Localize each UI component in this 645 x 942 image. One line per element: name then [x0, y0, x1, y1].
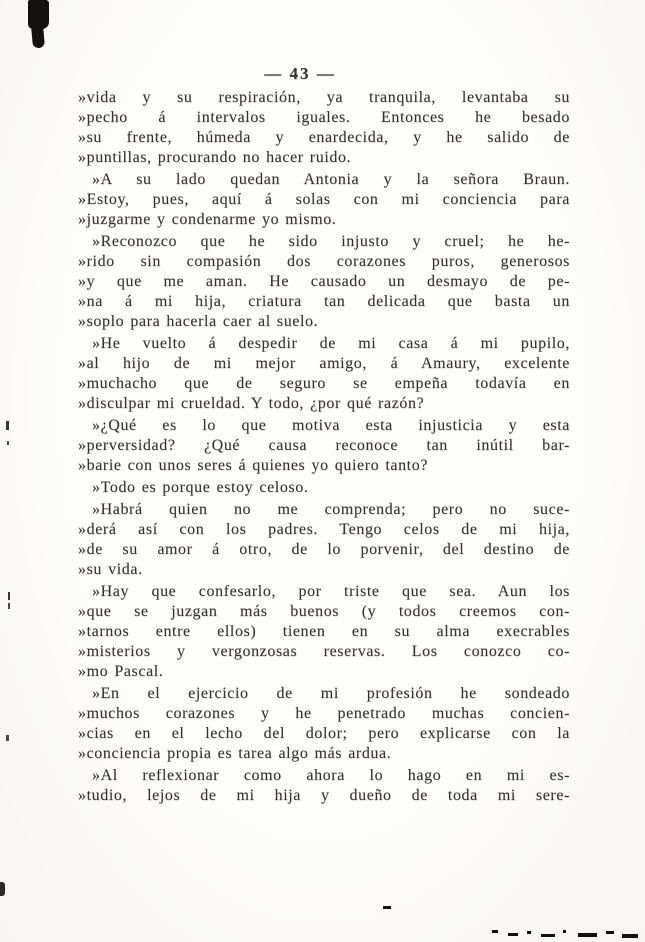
text-line: »na á mi hija, criatura tan delicada que basta un	[78, 293, 570, 310]
page-number: — 43 —	[264, 64, 336, 83]
text-line: »su vida.	[78, 561, 143, 578]
text-line: »He vuelto á despedir de mi casa á mi pupilo,	[92, 335, 570, 352]
scan-artifact-bottom-right	[492, 930, 498, 933]
text-line: »tudio, lejos de mi hija y dueño de toda mi sere-	[78, 787, 570, 804]
text-line: »pecho á intervalos iguales. Entonces he besado	[78, 109, 570, 126]
text-line: »muchos corazones y he penetrado muchas concien-	[78, 705, 570, 722]
scan-artifact-top-left	[31, 25, 45, 49]
text-line: »conciencia propia es tarea algo más ardua.	[78, 745, 392, 762]
text-line: »A su lado quedan Antonia y la señora Braun.	[92, 171, 570, 188]
text-line: »¿Qué es lo que motiva esta injusticia y esta	[92, 417, 570, 434]
scan-artifact-left-edge	[8, 603, 10, 609]
scan-artifact-left-edge	[6, 421, 9, 430]
text-line: »vida y su respiración, ya tranquila, levantaba su	[78, 89, 570, 106]
scan-artifact-left-edge	[6, 735, 9, 741]
text-line: »soplo para hacerla caer al suelo.	[78, 313, 319, 330]
text-line: »al hijo de mi mejor amigo, á Amaury, excelente	[78, 355, 570, 372]
text-line: »barie con unos seres á quienes yo quiero tanto?	[78, 457, 429, 474]
text-line: »derá así con los padres. Tengo celos de mi hija,	[78, 521, 570, 538]
text-line: »Hay que confesarlo, por triste que sea. Aun los	[92, 583, 570, 600]
text-block	[78, 88, 570, 806]
text-line: »disculpar mi crueldad. Y todo, ¿por qué razón?	[78, 395, 425, 412]
text-line: »y que me aman. He causado un desmayo de pe-	[78, 273, 570, 290]
text-line: »Habrá quien no me comprenda; pero no suce-	[92, 501, 570, 518]
text-line: »Reconozco que he sido injusto y cruel; he he-	[92, 233, 570, 250]
scan-artifact-bottom-right	[508, 933, 518, 936]
scan-artifact-bottom-right	[527, 931, 531, 934]
text-line: »cias en el lecho del dolor; pero explicarse con la	[78, 725, 570, 742]
text-line: »muchacho que de seguro se empeña todavía en	[78, 375, 570, 392]
text-line: »En el ejercicio de mi profesión he sondeado	[92, 685, 570, 702]
text-line: »su frente, húmeda y enardecida, y he salido de	[78, 129, 570, 146]
text-line: »de su amor á otro, de lo porvenir, del destino de	[78, 541, 570, 558]
text-line: »tarnos entre ellos) tienen en su alma execrables	[78, 623, 570, 640]
text-line: »perversidad? ¿Qué causa reconoce tan inútil bar-	[78, 437, 570, 454]
scan-artifact-bottom	[383, 906, 391, 909]
scan-artifact-bottom-right	[578, 933, 597, 937]
text-line: »rido sin compasión dos corazones puros, generosos	[78, 253, 570, 270]
scan-artifact-bottom-right	[622, 934, 638, 938]
scan-artifact-bottom-right	[541, 934, 555, 937]
text-line: »Al reflexionar como ahora lo hago en mi es-	[92, 767, 570, 784]
text-line: »puntillas, procurando no hacer ruido.	[78, 149, 352, 166]
scan-artifact-bottom-left	[0, 882, 5, 896]
scan-artifact-left-edge	[8, 592, 10, 600]
text-line: »juzgarme y condenarme yo mismo.	[78, 211, 337, 228]
scan-artifact-left-edge	[7, 441, 9, 445]
text-line: »Estoy, pues, aquí á solas con mi conciencia para	[78, 191, 570, 208]
text-line: »Todo es porque estoy celoso.	[92, 479, 309, 496]
scan-artifact-bottom-right	[606, 931, 614, 934]
text-line: »mo Pascal.	[78, 663, 164, 680]
text-line: »misterios y vergonzosas reservas. Los conozco co-	[78, 643, 570, 660]
text-line: »que se juzgan más buenos (y todos creemos con-	[78, 603, 570, 620]
scan-artifact-bottom-right	[563, 930, 566, 933]
